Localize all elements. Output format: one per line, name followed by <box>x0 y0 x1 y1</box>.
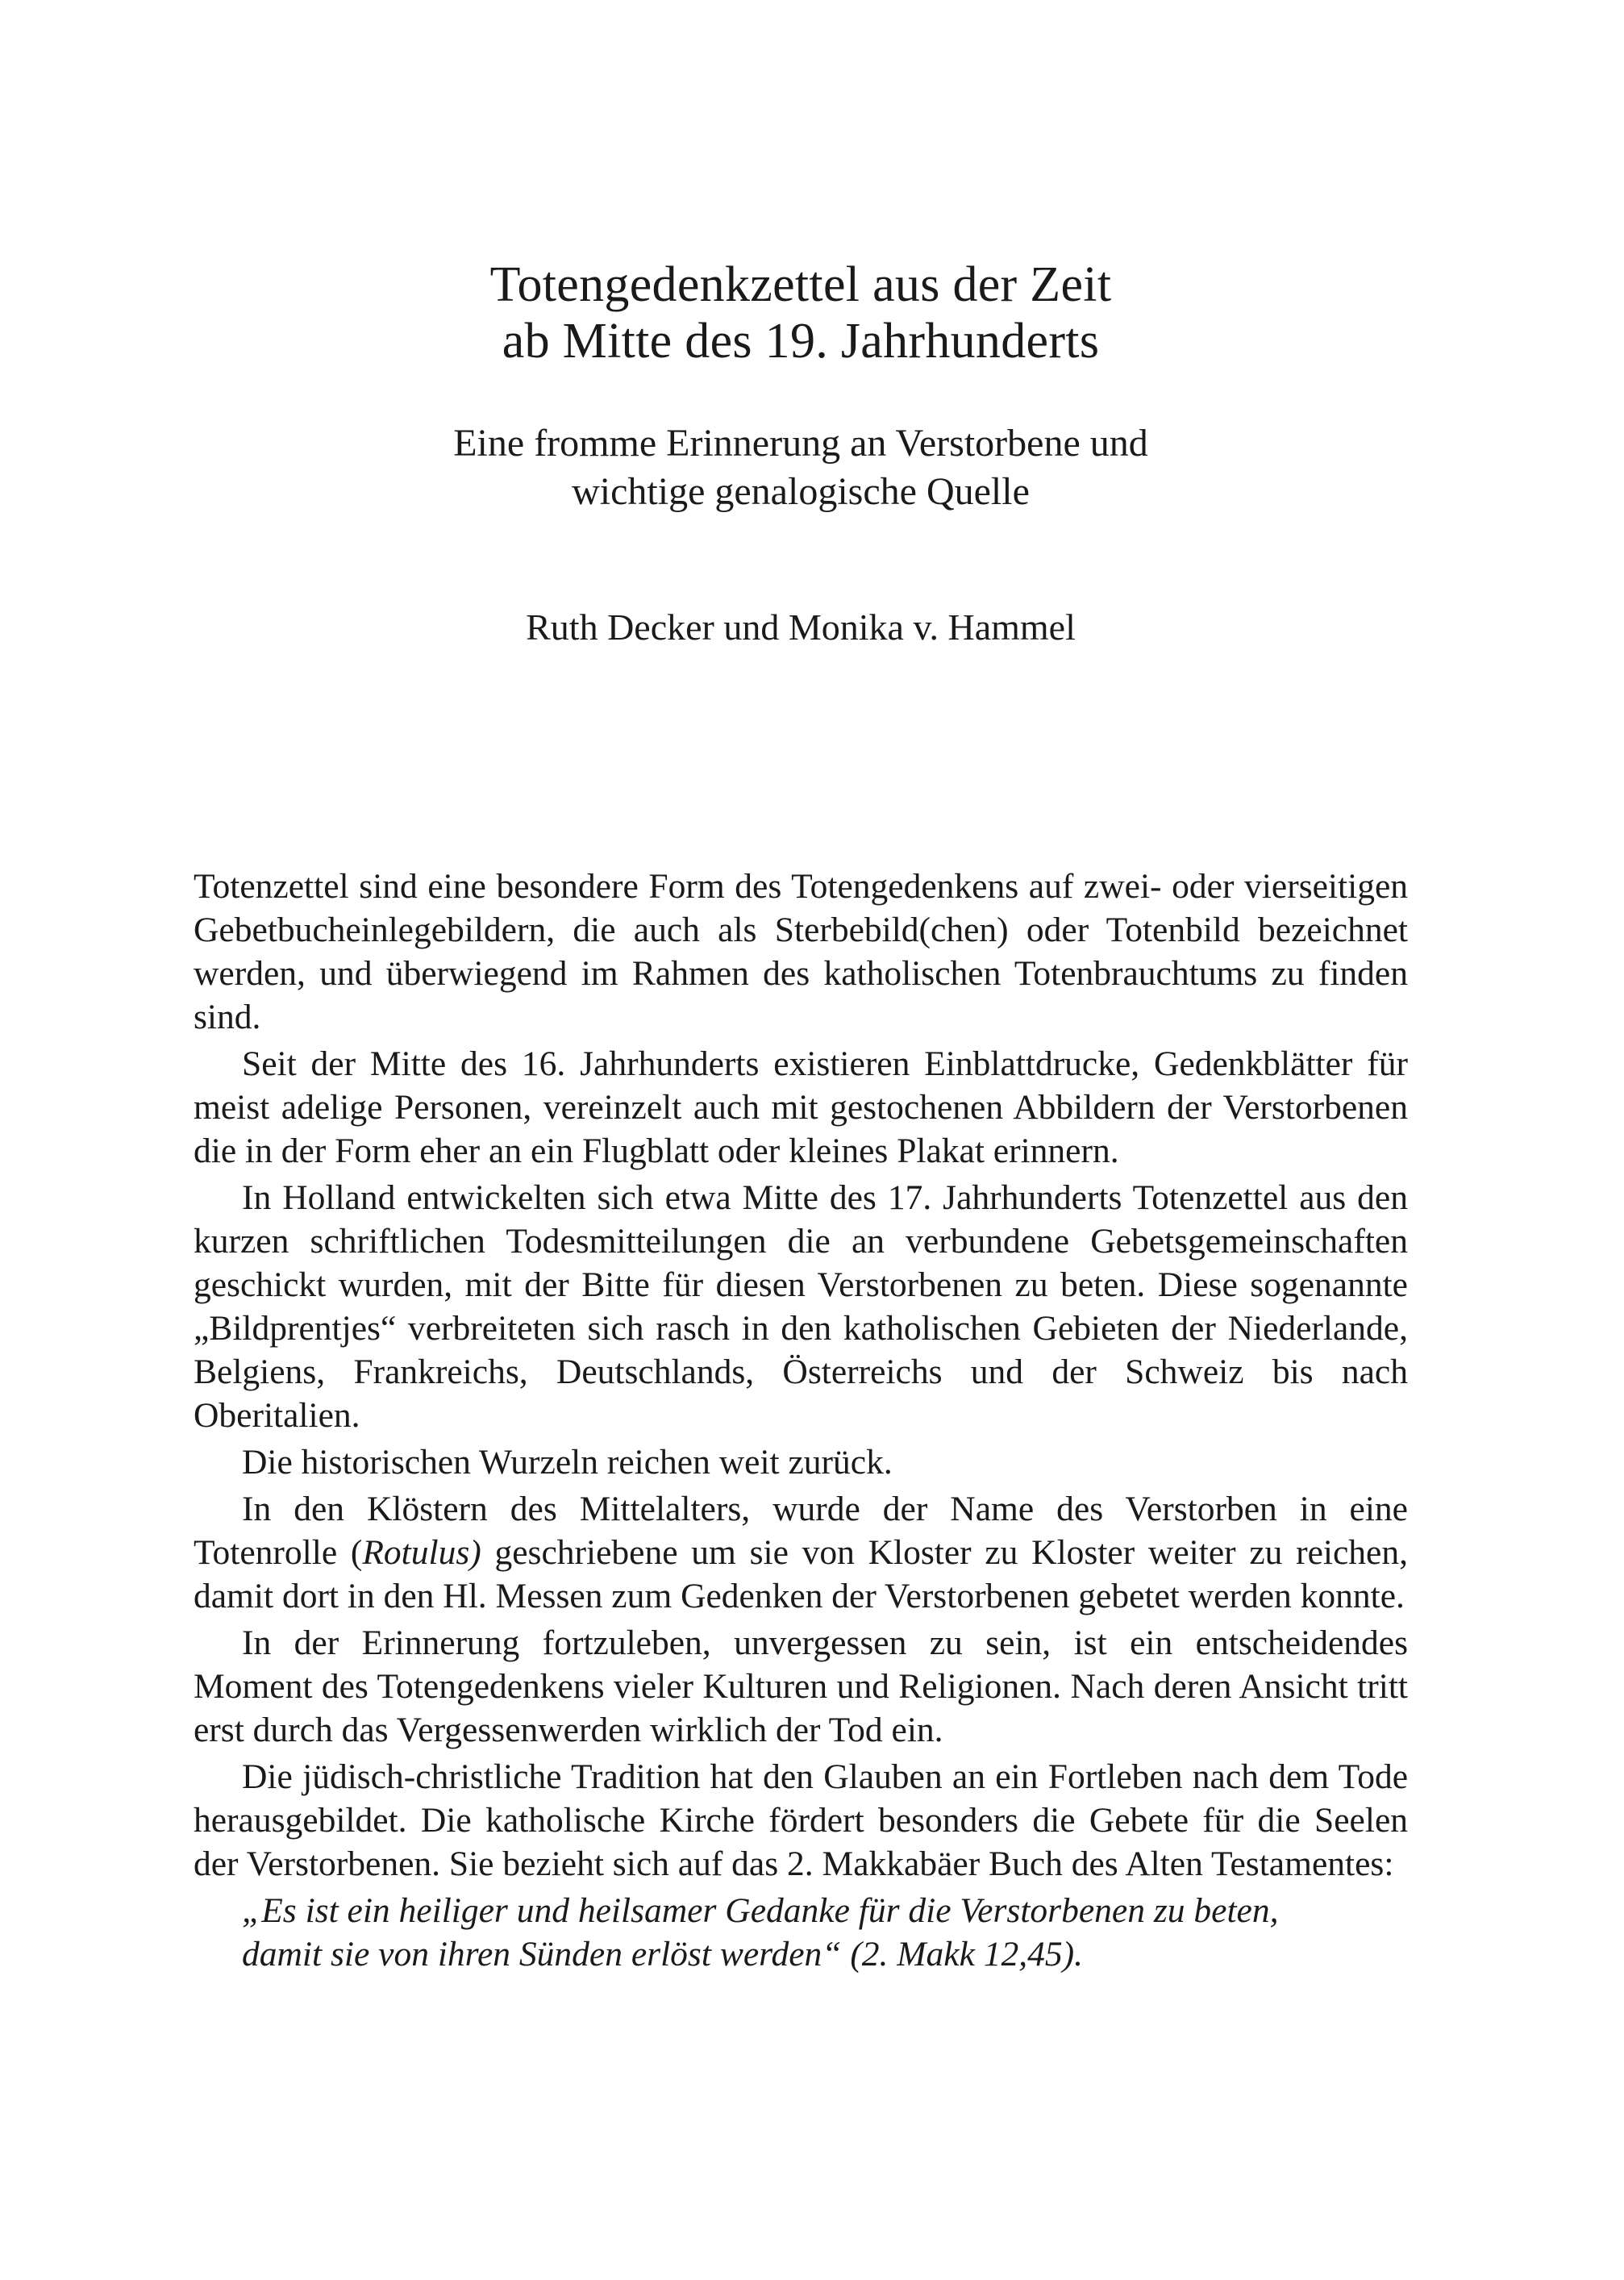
article-subtitle <box>194 419 1408 516</box>
paragraph-4: Die historischen Wurzeln reichen weit zurück. <box>242 1443 893 1482</box>
paragraph-5-text-end: geschriebene um sie von Kloster zu Kloster weiter zu reichen, damit dort in den Hl. Messen zum Gedenken der Verstorbenen gebetet werden konnte. <box>194 1533 1408 1615</box>
author-byline: Ruth Decker und Monika v. Hammel <box>526 606 1076 648</box>
title-line-1: Totengedenkzettel aus der Zeit <box>489 257 1112 312</box>
article-body <box>194 865 1408 1976</box>
quote-line-1: „Es ist ein heiliger und heilsamer Gedanke für die Verstorbenen zu beten, <box>242 1891 1279 1930</box>
bible-quote <box>194 1889 1408 1976</box>
subtitle-line-2: wichtige genalogische Quelle <box>572 470 1030 513</box>
article-title <box>194 256 1408 369</box>
title-line-2: ab Mitte des 19. Jahrhunderts <box>502 314 1100 369</box>
paragraph-5-rotulus: Rotulus) <box>362 1533 481 1572</box>
paragraph-6: In der Erinnerung fortzuleben, unvergessen zu sein, ist ein entscheidendes Moment des Totengedenkens vieler Kulturen und Religionen. Nach deren Ansicht tritt erst durch das Vergessenwerden wirklich der Tod ein. <box>194 1624 1408 1749</box>
paragraph-7: Die jüdisch-christliche Tradition hat den Glauben an ein Fortleben nach dem Tode herausgebildet. Die katholische Kirche fördert besonders die Gebete für die Seelen der Verstorbenen. Sie bezieht sich auf das 2. Makkabäer Buch des Alten Testamentes: <box>194 1757 1408 1883</box>
subtitle-line-1: Eine fromme Erinnerung an Verstorbene und <box>453 422 1148 465</box>
paragraph-2: Seit der Mitte des 16. Jahrhunderts existieren Einblattdrucke, Gedenkblätter für meist adelige Personen, vereinzelt auch mit gestochenen Abbildern der Verstorbenen die in der Form eher an ein Flugblatt oder kleines Plakat erinnern. <box>194 1044 1408 1170</box>
paragraph-5-text-start: In den Klöstern des Mittelalters, wurde der Name des Verstorben in eine Totenrolle ( <box>194 1490 1408 1572</box>
quote-line-2: damit sie von ihren Sünden erlöst werden“ (2. Makk 12,45). <box>242 1935 1084 1974</box>
paragraph-3: In Holland entwickelten sich etwa Mitte des 17. Jahrhunderts Totenzettel aus den kurzen schriftlichen Todesmitteilungen die an verbundene Gebetsgemeinschaften geschickt wurden, mit der Bitte für diesen Verstorbenen zu beten. Diese sogenannte „Bildprentjes“ verbreiteten sich rasch in den katholischen Gebieten der Niederlande, Belgiens, Frankreichs, Deutschlands, Österreichs und der Schweiz bis nach Oberitalien. <box>194 1178 1408 1435</box>
paragraph-1: Totenzettel sind eine besondere Form des Totengedenkens auf zwei- oder vierseitigen Gebetbucheinlegebildern, die auch als Sterbebild(chen) oder Totenbild bezeichnet werden, und überwiegend im Rahmen des katholischen Totenbrauchtums zu finden sind. <box>194 867 1408 1036</box>
paragraph-5 <box>194 1487 1408 1618</box>
